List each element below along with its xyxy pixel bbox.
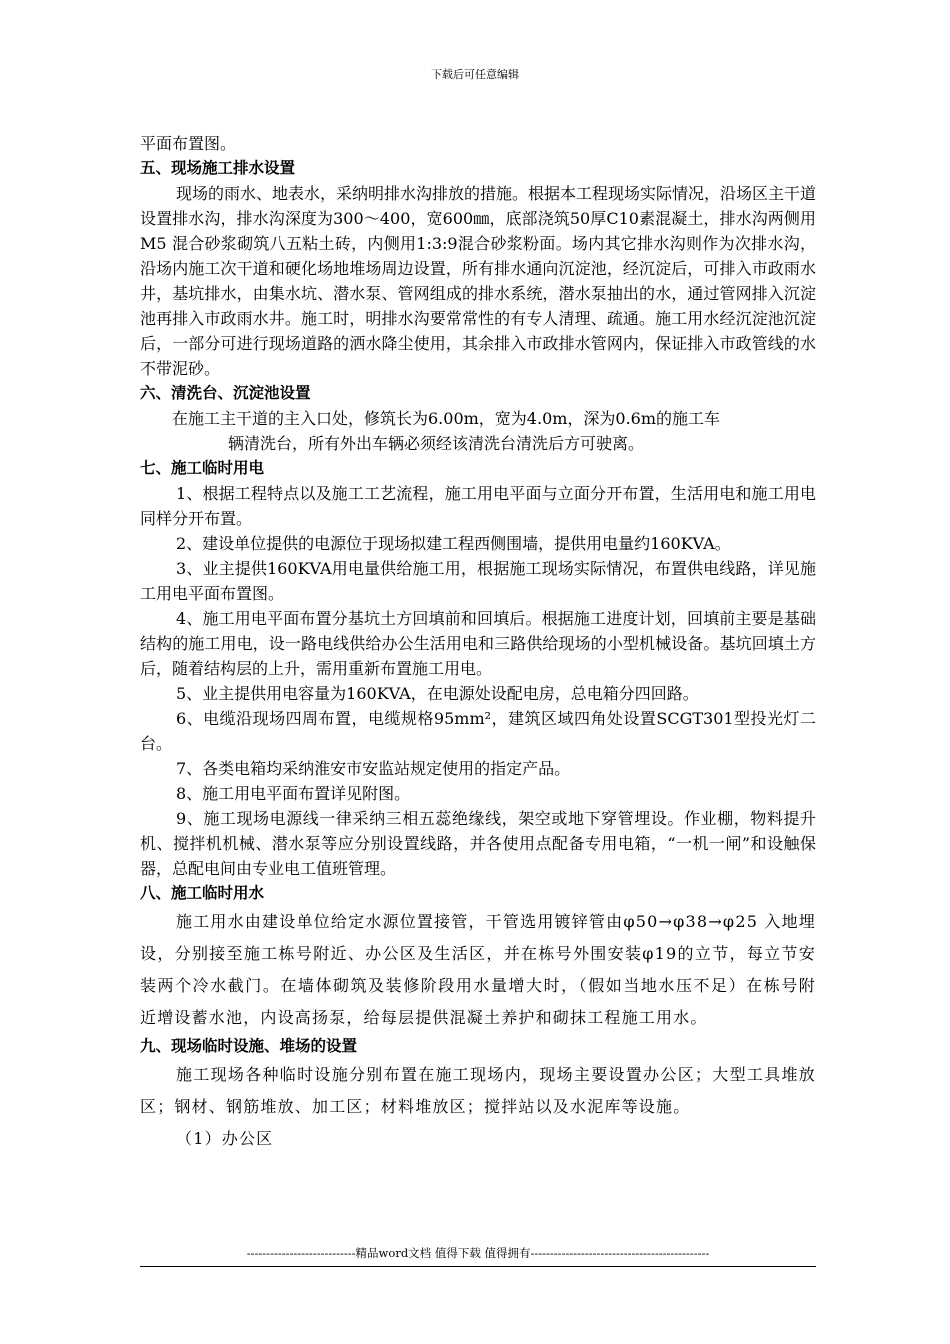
list-item: 8、施工用电平面布置详见附图。 (176, 784, 411, 803)
list-item: 1、根据工程特点以及施工工艺流程，施工用电平面与立面分开布置，生活用电和施工用电同样分开布置。 (140, 484, 816, 528)
document-body (140, 131, 816, 1155)
list-item: 6、电缆沿现场四周布置，电缆规格95mm²，建筑区域四角处设置SCGT301型投光灯二台。 (140, 709, 816, 753)
paragraph: 施工用水由建设单位给定水源位置接管，干管选用镀锌管由φ50→φ38→φ25 入地埋设，分别接至施工栋号附近、办公区及生活区，并在栋号外围安装φ19的立节，每立节安装两个冷水截门。在墙体砌筑及装修阶段用水量增大时，（假如当地水压不足）在栋号附近增设蓄水池，内设高扬泵，给每层提供混凝土养护和砌抹工程施工用水。 (140, 912, 816, 1027)
section-heading-9: 九、现场临时设施、堆场的设置 (140, 1037, 358, 1055)
paragraph: 平面布置图。 (140, 134, 237, 153)
list-item: 4、施工用电平面布置分基坑土方回填前和回填后。根据施工进度计划，回填前主要是基础结构的施工用电，设一路电线供给办公生活用电和三路供给现场的小型机械设备。基坑回填土方后，随着结构层的上升，需用重新布置施工用电。 (140, 609, 816, 678)
section-heading-7: 七、施工临时用电 (140, 459, 265, 477)
paragraph: 辆清洗台，所有外出车辆必须经该清洗台清洗后方可驶离。 (228, 434, 645, 453)
section-heading-6: 六、清洗台、沉淀池设置 (140, 384, 311, 402)
list-item: 5、业主提供用电容量为160KVA，在电源处设配电房，总电箱分四回路。 (176, 684, 699, 703)
paragraph: 现场的雨水、地表水，采纳明排水沟排放的措施。根据本工程现场实际情况，沿场区主干道设置排水沟，排水沟深度为300～400，宽600㎜，底部浇筑50厚C10素混凝土，排水沟两侧用M5 混合砂浆砌筑八五粘土砖，内侧用1:3:9混合砂浆粉面。场内其它排水沟则作为次排水沟，沿场内施工次干道和硬化场地堆场周边设置，所有排水通向沉淀池，经沉淀后，可排入市政雨水井，基坑排水，由集水坑、潜水泵、管网组成的排水系统，潜水泵抽出的水，通过管网排入沉淀池再排入市政雨水井。施工时，明排水沟要常常性的有专人清理、疏通。施工用水经沉淀池沉淀后，一部分可进行现场道路的洒水降尘使用，其余排入市政排水管网内，保证排入市政管线的水不带泥砂。 (140, 184, 817, 378)
section-heading-5: 五、现场施工排水设置 (140, 159, 296, 177)
paragraph: 施工现场各种临时设施分别布置在施工现场内，现场主要设置办公区；大型工具堆放区；钢材、钢筋堆放、加工区；材料堆放区；搅拌站以及水泥库等设施。 (140, 1065, 816, 1116)
page-footer: ----------------------------精品word文档 值得下载 值得拥有---------------------------------------------- (246, 1246, 710, 1260)
paragraph: 在施工主干道的主入口处，修筑长为6.00m，宽为4.0m，深为0.6m的施工车 (172, 409, 721, 428)
list-item: 7、各类电箱均采纳淮安市安监站规定使用的指定产品。 (176, 759, 571, 778)
list-item: 9、施工现场电源线一律采纳三相五蕊绝缘线，架空或地下穿管埋设。作业棚，物料提升机、搅拌机机械、潜水泵等应分别设置线路，并各使用点配备专用电箱，“一机一闸”和设触保器，总配电间由专业电工值班管理。 (140, 809, 816, 878)
footer-divider (140, 1266, 816, 1267)
paragraph: （1）办公区 (176, 1129, 274, 1148)
list-item: 2、建设单位提供的电源位于现场拟建工程西侧围墙，提供用电量约160KVA。 (176, 534, 731, 553)
section-heading-8: 八、施工临时用水 (140, 884, 265, 902)
page-header: 下载后可任意编辑 (431, 68, 519, 81)
list-item: 3、业主提供160KVA用电量供给施工用，根据施工现场实际情况，布置供电线路，详见施工用电平面布置图。 (140, 559, 816, 603)
